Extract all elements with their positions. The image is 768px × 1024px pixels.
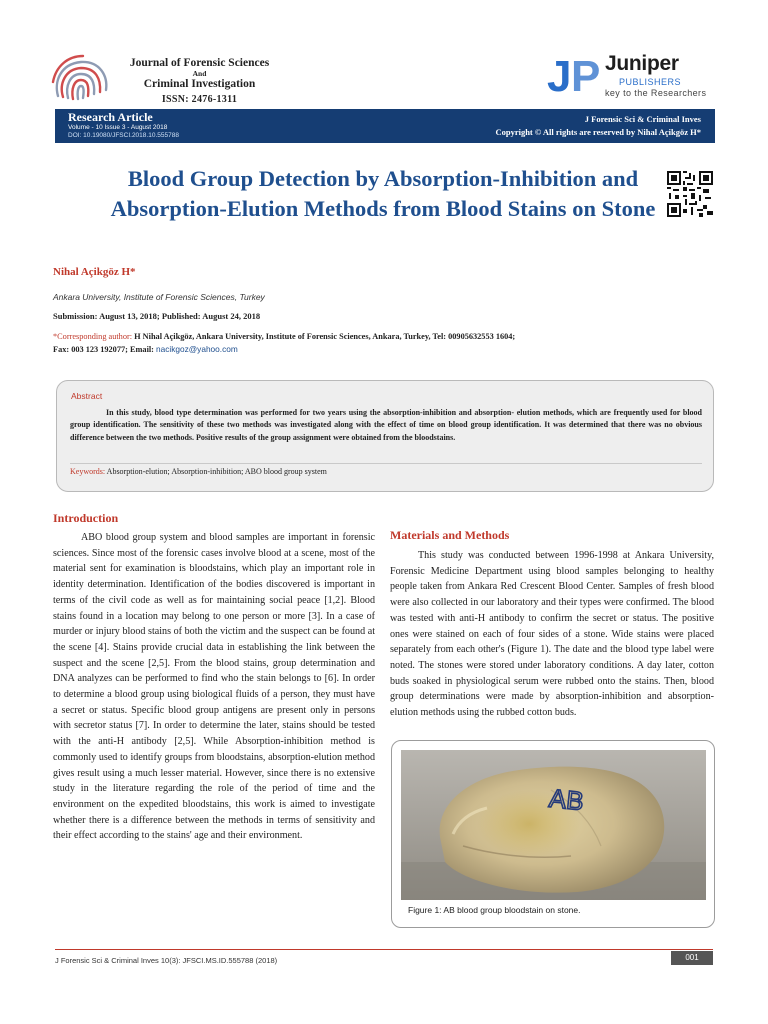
- article-info-bar: [55, 109, 715, 143]
- author-name: Nihal Açikgöz H*: [53, 266, 136, 278]
- abstract-box: [56, 380, 714, 492]
- publisher-tagline: key to the Researchers: [605, 88, 707, 98]
- email-link[interactable]: nacikgoz@yahoo.com: [156, 344, 238, 354]
- issn: ISSN: 2476-1311: [161, 94, 238, 105]
- abstract-heading: Abstract: [71, 391, 103, 401]
- publisher-name: Juniper: [605, 52, 679, 75]
- abstract-text: In this study, blood type determination was performed for two years using the absorption-inhibition and absorption- elution methods, which are frequently used for blood group identification. The sensitivity of these two methods was investigated along with the effect of time on blood group identification. It was determined that there was no obvious difference between the two methods. Positive results of the group assignment were obtained from the bloodstains.: [70, 408, 702, 442]
- corresponding-text: H Nihal Açikgöz, Ankara University, Institute of Forensic Sciences, Ankara, Turkey, Tel: 00905632553 1604;: [132, 332, 516, 341]
- abstract-divider: [70, 463, 702, 464]
- stone-label: AB: [547, 782, 586, 817]
- journal-name-line2: And: [192, 69, 207, 78]
- figure-caption: Figure 1: AB blood group bloodstain on stone.: [408, 905, 581, 915]
- introduction-text: ABO blood group system and blood samples are important in forensic sciences. Since most of the forensic cases involve blood at a scene, most of the material sent for examination is bloodstains, which play an important role in identity determination. Identification of the bodies discovered is important in terms of the civil code as well as for maintaining social peace [1,2]. Blood stains found in a location may belong to one person or more [3]. In a case of murder or injury blood stains of both the victim and the suspect can be found at the scene [4]. Stains provide crucial data in establishing the link between the suspect and the scene [2,5]. From the blood stains, group determination and DNA analyzes can be performed to find who the stain belongs to [6]. In order to determine a blood group using biological fluids of a person, they must have a secret or status. Specific blood group antigens are present only in persons with secretor status [7]. In order to determine the later, stains should be tested with the anti-H antibody [2,5]. While Absorption-inhibition method is commonly used to identify groups from bloodstains, absorption-elution method gives result using a much lesser material. However, since there is no extensive study in the literature regarding the role of the period of time and the environment on the expedited bloodstains, this work is aimed to investigate whether there is a difference between the methods in terms of sensitivity and their effect according to the stains' age and their environment.: [53, 532, 375, 842]
- doi-link[interactable]: DOI: 10.19080/JFSCI.2018.10.555788: [68, 132, 179, 139]
- journal-abbrev: J Forensic Sci & Criminal Inves: [584, 114, 701, 124]
- corresponding-author: [53, 331, 713, 356]
- journal-name-line3: Criminal Investigation: [143, 78, 256, 90]
- footer-divider: [55, 949, 713, 950]
- page-number: 001: [671, 951, 713, 965]
- introduction-heading: Introduction: [53, 511, 119, 525]
- keywords-text: Absorption-elution; Absorption-inhibition; ABO blood group system: [105, 467, 327, 476]
- volume-line: Volume - 10 Issue 3 - August 2018: [68, 124, 168, 131]
- figure-1: [391, 740, 715, 928]
- keywords: [70, 467, 327, 476]
- submission-dates: Submission: August 13, 2018; Published: August 24, 2018: [53, 311, 261, 321]
- keywords-label: Keywords:: [70, 467, 106, 476]
- qr-code-icon[interactable]: [667, 171, 713, 217]
- copyright: Copyright © All rights are reserved by Nihal Açikgöz H*: [495, 127, 701, 137]
- fingerprint-logo-icon: [50, 52, 112, 104]
- article-meta: [68, 110, 179, 140]
- journal-copyright: [495, 113, 701, 139]
- corresponding-fax: Fax: 003 123 192077; Email:: [53, 345, 157, 354]
- stone-photo: [401, 750, 706, 900]
- jp-monogram-icon: J P: [547, 52, 601, 101]
- corresponding-label: *Corresponding author:: [53, 332, 133, 341]
- journal-name-line1: Journal of Forensic Sciences: [129, 57, 270, 69]
- materials-text: This study was conducted between 1996-1998 at Ankara University, Forensic Medicine Department using blood samples belonging to healthy people taken from Ankara Red Crescent Blood Center. Samples of fresh blood were also collected in our laboratory and their types were confirmed. The blood was tested with anti-H antibody to confirm the secret or status. The positive ones were stained on each of four sides of a stone. Wide stains were placed separately from each other's (Figure 1). The date and the blood type label were noted. The stones were stored under laboratory conditions. A day later, cotton buds soaked in physiological serum were rubbed onto the stains. Then, blood group determinations were made by absorption-inhibition and absorption-elution methods using the rubbed cotton buds.: [390, 550, 714, 719]
- publisher-sub: PUBLISHERS: [619, 77, 682, 87]
- footer-citation: J Forensic Sci & Criminal Inves 10(3): JFSCI.MS.ID.555788 (2018): [55, 956, 278, 965]
- juniper-publishers-logo: [543, 50, 713, 106]
- journal-name: [112, 57, 287, 106]
- author-affiliation: Ankara University, Institute of Forensic Sciences, Turkey: [53, 292, 265, 302]
- article-type: Research Article: [68, 110, 153, 124]
- article-title: Blood Group Detection by Absorption-Inhibition and Absorption-Elution Methods from Blood Stains on Stone: [110, 166, 656, 221]
- materials-heading: Materials and Methods: [390, 528, 510, 542]
